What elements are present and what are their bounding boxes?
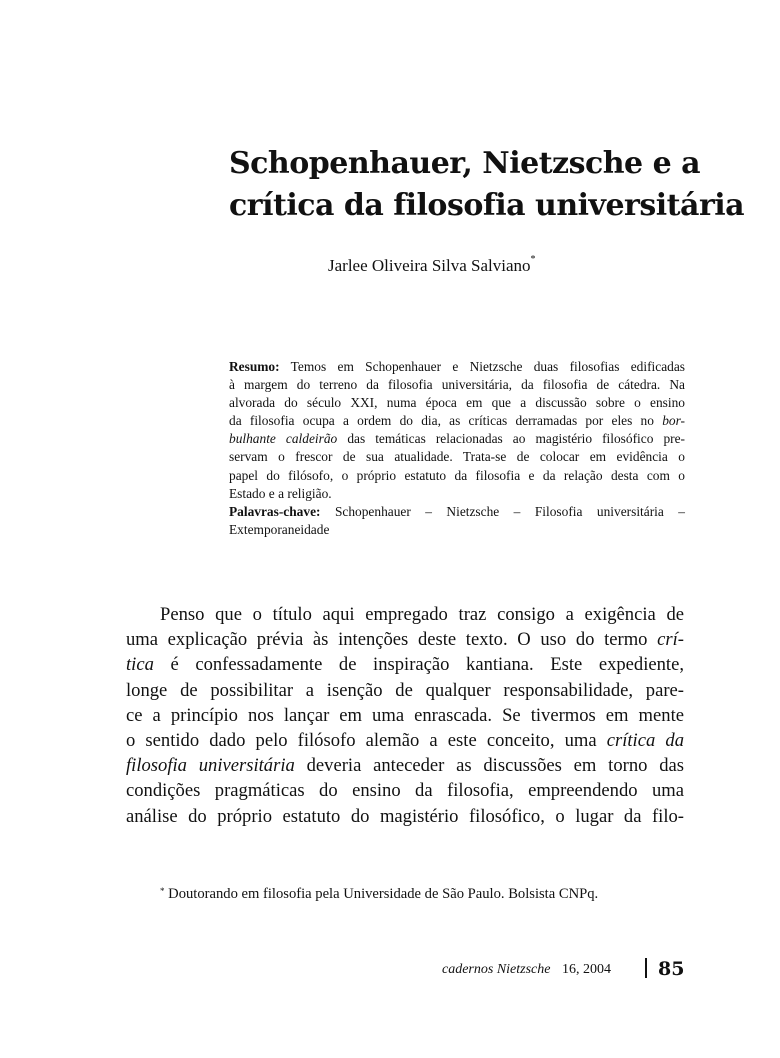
footnote-text: Doutorando em filosofia pela Universidade de São Paulo. Bolsista CNPq. — [168, 886, 599, 902]
article-title — [229, 143, 749, 227]
body-line: filosofia universitária deveria anteceder as discussões em torno das — [126, 755, 685, 777]
abstract-line: servam o frescor de sua atualidade. Trata-se de colocar em evidência o — [229, 449, 685, 465]
keywords-label: Palavras-chave: — [229, 503, 321, 519]
journal-volume: 16, 2004 — [562, 962, 611, 977]
body-line: tica é confessadamente de inspiração kantiana. Este expediente, — [126, 654, 685, 676]
body-line: longe de possibilitar a isenção de qualquer responsabilidade, pare- — [126, 679, 684, 701]
title-line-2: crítica da filosofia universitária — [229, 188, 745, 223]
page-number: 85 — [658, 958, 685, 980]
body-line: análise do próprio estatuto do magistério filosófico, o lugar da filo- — [126, 805, 684, 827]
abstract-line: bulhante caldeirão das temáticas relacionadas ao magistério filosófico pre- — [229, 431, 686, 447]
keywords-line: Extemporaneidade — [229, 521, 330, 537]
body-line: condições pragmáticas do ensino da filosofia, empreendendo uma — [126, 780, 684, 802]
body-line: ce a princípio nos lançar em uma enrascada. Se tivermos em mente — [126, 704, 684, 726]
footnote-mark: * — [160, 886, 165, 896]
body-line: o sentido dado pelo filósofo alemão a este conceito, uma crítica da — [126, 730, 684, 752]
page-footer — [442, 958, 685, 986]
abstract-label: Resumo: — [229, 359, 280, 374]
abstract-line: à margem do terreno da filosofia universitária, da filosofia de cátedra. Na — [229, 377, 685, 393]
body-line: uma explicação prévia às intenções deste texto. O uso do termo crí- — [126, 629, 684, 651]
abstract-line: Resumo: Temos em Schopenhauer e Nietzsche duas filosofias edificadas — [229, 359, 685, 374]
title-line-1: Schopenhauer, Nietzsche e a — [229, 146, 701, 181]
abstract-block — [229, 358, 685, 539]
abstract-line: da filosofia ocupa a ordem do dia, as críticas derramadas por eles no bor- — [229, 413, 685, 429]
footer-divider — [645, 958, 647, 978]
abstract-line: papel do filósofo, o próprio estatuto da filosofia e da relação desta com o — [229, 467, 685, 483]
footnote — [160, 886, 598, 903]
author-byline — [328, 256, 536, 276]
journal-name: cadernos Nietzsche — [442, 962, 551, 977]
body-line: Penso que o título aqui empregado traz consigo a exigência de — [160, 604, 684, 625]
author-footnote-mark: * — [530, 254, 536, 265]
keywords-line: Palavras-chave: Schopenhauer – Nietzsche – Filosofia universitária – — [229, 503, 685, 519]
abstract-line: Estado e a religião. — [229, 485, 332, 501]
author-name: Jarlee Oliveira Silva Salviano — [328, 256, 531, 275]
abstract-line: alvorada do século XXI, numa época em que a discussão sobre o ensino — [229, 395, 685, 411]
body-paragraph — [126, 602, 684, 829]
